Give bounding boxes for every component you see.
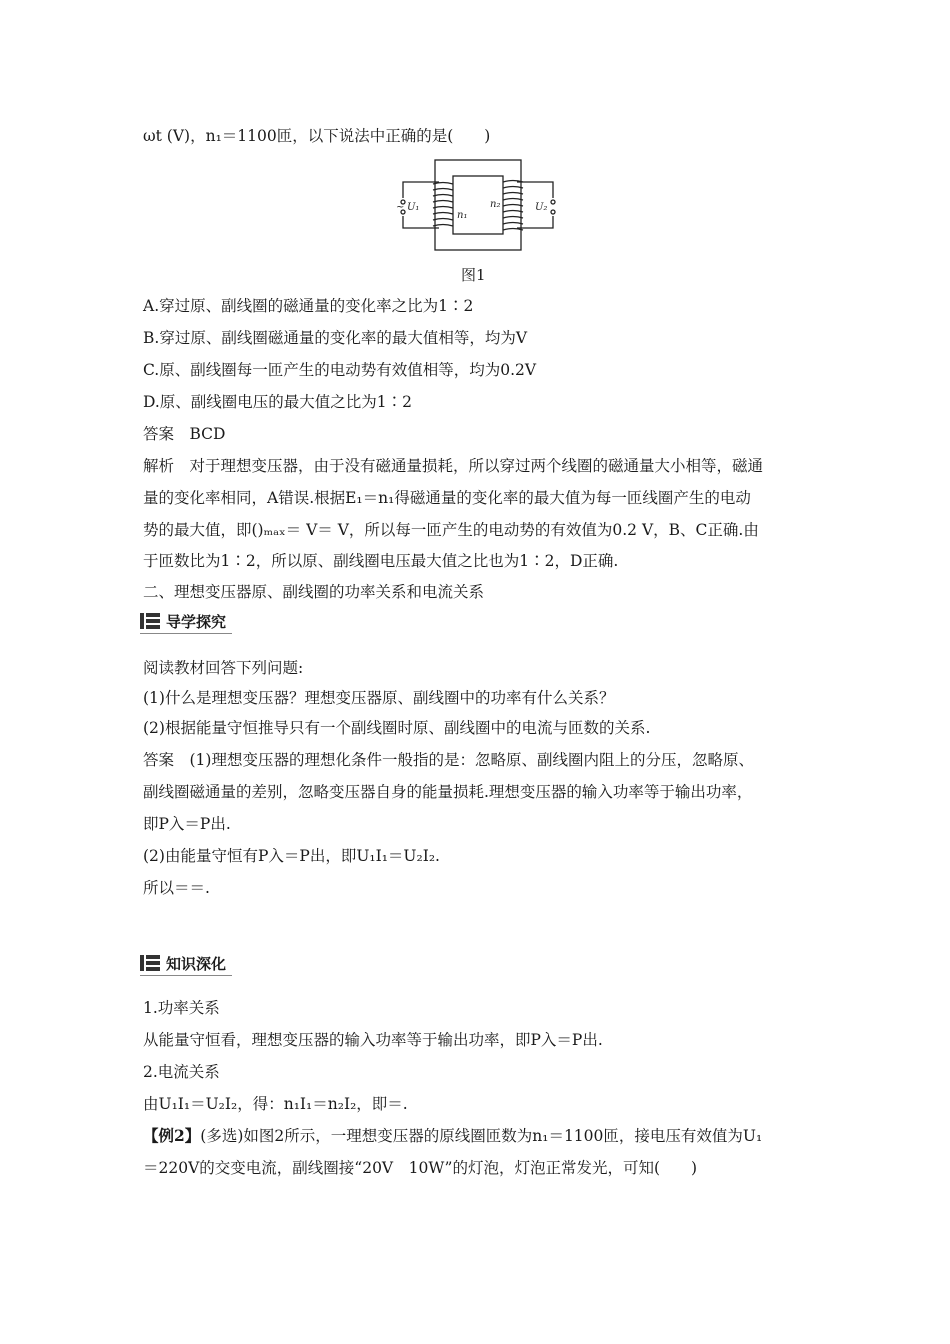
example-text: (多选)如图2所示，一理想变压器的原线圈匝数为n₁＝1100匝，接电压有效值为U₁ bbox=[200, 1127, 763, 1145]
answer-line: 副线圈磁通量的差别，忽略变压器自身的能量损耗.理想变压器的输入功率等于输出功率， bbox=[143, 783, 753, 801]
section-icon bbox=[140, 613, 160, 629]
text-line: 从能量守恒看，理想变压器的输入功率等于输出功率，即P入＝P出. bbox=[143, 1031, 603, 1049]
section-heading: 二、理想变压器原、副线圈的功率关系和电流关系 bbox=[143, 583, 485, 601]
header-guided-inquiry bbox=[140, 610, 226, 632]
answer-line: 答案 BCD bbox=[143, 425, 226, 443]
question-1: (1)什么是理想变压器？理想变压器原、副线圈中的功率有什么关系？ bbox=[143, 689, 615, 707]
example-line: ＝220V的交变电流，副线圈接“20V 10W”的灯泡，灯泡正常发光，可知( ) bbox=[143, 1159, 698, 1177]
n2-label: n₂ bbox=[490, 199, 501, 210]
tilde-label: ~ bbox=[396, 202, 405, 213]
u1-label: U₁ bbox=[407, 202, 420, 213]
answer-line: (2)由能量守恒有P入＝P出，即U₁I₁＝U₂I₂. bbox=[143, 847, 440, 865]
text-line: ωt (V)，n₁＝1100匝，以下说法中正确的是( ) bbox=[143, 127, 491, 145]
analysis-line: 量的变化率相同，A错误.根据E₁＝n₁得磁通量的变化率的最大值为每一匝线圈产生的电动 bbox=[143, 489, 751, 507]
option-c: C.原、副线圈每一匝产生的电动势有效值相等，均为0.2V bbox=[143, 361, 537, 379]
knowledge-heading: 1.功率关系 bbox=[143, 999, 220, 1017]
section-icon bbox=[140, 955, 160, 971]
option-d: D.原、副线圈电压的最大值之比为1∶2 bbox=[143, 393, 413, 411]
text-line: 阅读教材回答下列问题: bbox=[143, 659, 304, 677]
example-line bbox=[143, 1126, 762, 1146]
option-b: B.穿过原、副线圈磁通量的变化率的最大值相等，均为V bbox=[143, 329, 528, 347]
text-line: 由U₁I₁＝U₂I₂，得：n₁I₁＝n₂I₂，即＝. bbox=[143, 1095, 408, 1113]
figure-caption: 图1 bbox=[461, 266, 486, 284]
header-label: 知识深化 bbox=[166, 954, 227, 973]
analysis-line: 势的最大值，即()ₘₐₓ＝ V＝ V，所以每一匝产生的电动势的有效值为0.2 V，B、C正确.由 bbox=[143, 521, 759, 539]
example-tag: 【例2】 bbox=[143, 1126, 201, 1145]
answer-line: 所以＝＝. bbox=[143, 879, 210, 897]
option-a: A.穿过原、副线圈的磁通量的变化率之比为1∶2 bbox=[143, 297, 474, 315]
header-knowledge-deepening bbox=[140, 952, 226, 974]
analysis-line: 于匝数比为1∶2，所以原、副线圈电压最大值之比也为1∶2，D正确. bbox=[143, 552, 619, 570]
u2-label: U₂ bbox=[535, 202, 548, 213]
n1-label: n₁ bbox=[457, 210, 468, 221]
answer-line: 即P入＝P出. bbox=[143, 815, 231, 833]
analysis-line: 解析 对于理想变压器，由于没有磁通量损耗，所以穿过两个线圈的磁通量大小相等，磁通 bbox=[143, 457, 764, 475]
knowledge-heading: 2.电流关系 bbox=[143, 1063, 220, 1081]
header-label: 导学探究 bbox=[166, 612, 227, 631]
transformer-figure bbox=[393, 158, 563, 254]
question-2: (2)根据能量守恒推导只有一个副线圈时原、副线圈中的电流与匝数的关系. bbox=[143, 719, 651, 737]
answer-line: 答案 (1)理想变压器的理想化条件一般指的是：忽略原、副线圈内阻上的分压，忽略原、 bbox=[143, 751, 754, 769]
